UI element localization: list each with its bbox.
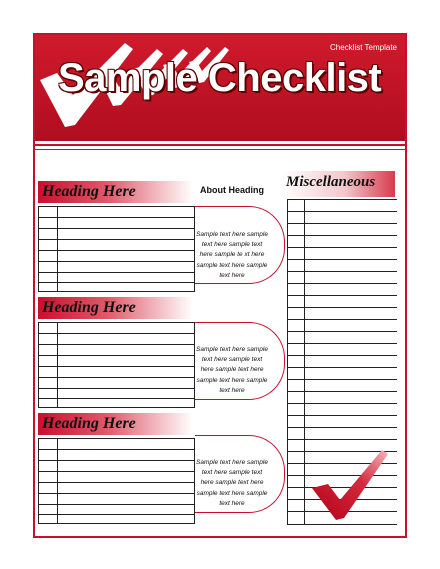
section-heading: Heading Here bbox=[42, 299, 136, 316]
section-heading: Heading Here bbox=[42, 183, 136, 200]
checklist-lines bbox=[38, 206, 195, 292]
about-text: Sample text here sample text here sample text here sample text here sample text here sample text here bbox=[196, 459, 268, 507]
checklist-lines bbox=[38, 438, 195, 524]
section-heading: Heading Here bbox=[42, 415, 136, 432]
divider bbox=[35, 144, 405, 146]
checkmark-icon bbox=[310, 448, 392, 522]
divider bbox=[35, 149, 405, 150]
about-heading: About Heading bbox=[200, 185, 264, 195]
checklist-lines bbox=[38, 322, 195, 408]
template-label: Checklist Template bbox=[330, 43, 397, 52]
page-title: Sample Checklist bbox=[58, 56, 382, 100]
about-text: Sample text here sample text here sample text here sample te xt here sample text here sample text here bbox=[196, 231, 268, 279]
misc-heading: Miscellaneous bbox=[286, 174, 376, 190]
about-text: Sample text here sample text here sample text here sample text here sample text here sample text here bbox=[196, 346, 268, 394]
